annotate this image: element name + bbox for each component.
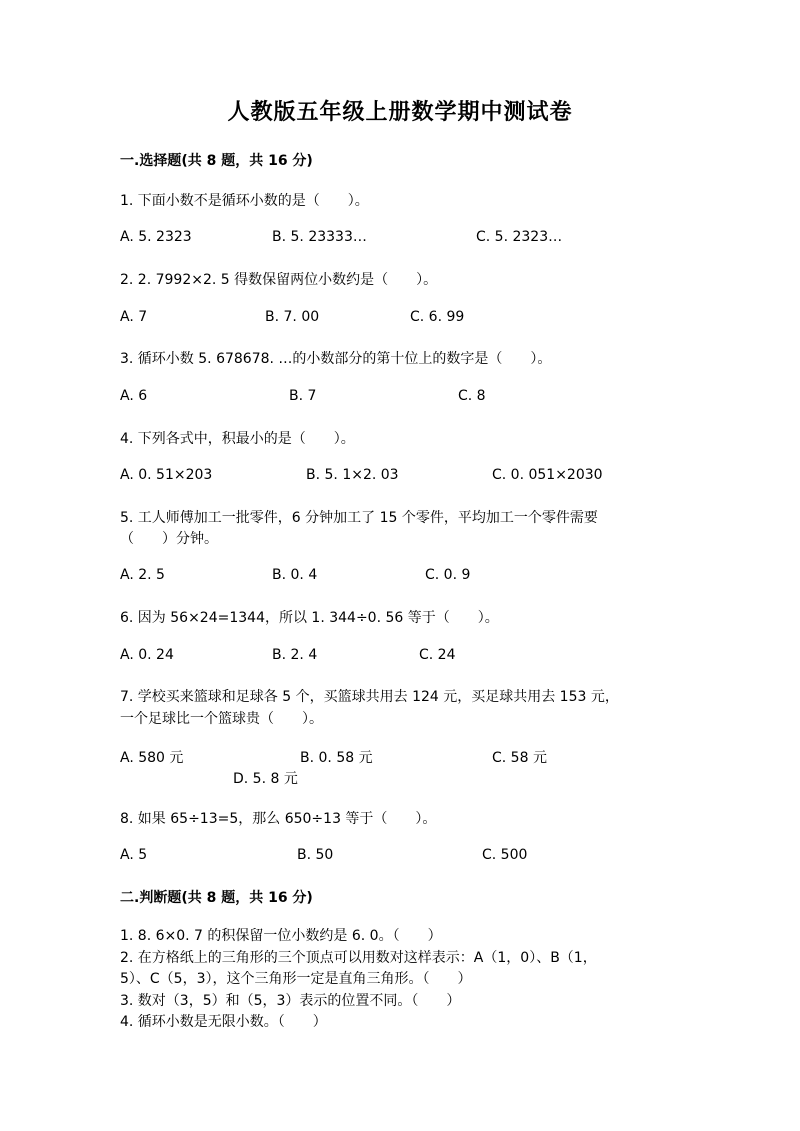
judgment-line-1: 1. 8. 6×0. 7 的积保留一位小数约是 6. 0。（ ） <box>120 928 442 944</box>
question-7-stem-line-1: 7. 学校买来篮球和足球各 5 个，买篮球共用去 124 元，买足球共用去 153 元， <box>120 689 619 705</box>
question-3-option-c: C. 8 <box>458 388 486 404</box>
question-8-stem: 8. 如果 65÷13=5，那么 650÷13 等于（ ）。 <box>120 811 437 827</box>
question-8-option-b: B. 50 <box>297 847 334 863</box>
question-7-option-d: D. 5. 8 元 <box>233 771 298 787</box>
judgment-line-3: 5）、C（5，3），这个三角形一定是直角三角形。（ ） <box>120 971 472 987</box>
question-2-option-c: C. 6. 99 <box>410 309 465 325</box>
question-6-option-c: C. 24 <box>419 647 456 663</box>
question-5-stem-line-1: 5. 工人师傅加工一批零件，6 分钟加工了 15 个零件，平均加工一个零件需要 <box>120 510 598 526</box>
question-8-option-a: A. 5 <box>120 847 148 863</box>
question-5-stem-line-2: （ ）分钟。 <box>120 531 218 547</box>
question-6-stem: 6. 因为 56×24=1344，所以 1. 344÷0. 56 等于（ ）。 <box>120 610 499 626</box>
question-1-option-c: C. 5. 2323… <box>476 229 563 245</box>
question-1-option-b: B. 5. 23333… <box>272 229 367 245</box>
question-2-option-b: B. 7. 00 <box>265 309 320 325</box>
exam-title: 人教版五年级上册数学期中测试卷 <box>227 100 573 125</box>
section-heading-judgment: 二.判断题(共 8 题，共 16 分) <box>120 890 313 906</box>
question-7-option-a: A. 580 元 <box>120 750 184 766</box>
question-4-stem: 4. 下列各式中，积最小的是（ ）。 <box>120 431 355 447</box>
question-2-option-a: A. 7 <box>120 309 148 325</box>
question-3-stem: 3. 循环小数 5. 678678. …的小数部分的第十位上的数字是（ ）。 <box>120 351 552 367</box>
question-6-option-a: A. 0. 24 <box>120 647 174 663</box>
question-7-stem-line-2: 一个足球比一个篮球贵（ ）。 <box>120 711 323 727</box>
question-5-option-a: A. 2. 5 <box>120 567 165 583</box>
section-heading-choice: 一.选择题(共 8 题，共 16 分) <box>120 153 313 169</box>
question-3-option-b: B. 7 <box>289 388 317 404</box>
question-4-option-b: B. 5. 1×2. 03 <box>306 467 399 483</box>
question-1-stem: 1. 下面小数不是循环小数的是（ ）。 <box>120 193 369 209</box>
question-5-option-b: B. 0. 4 <box>272 567 318 583</box>
question-4-option-c: C. 0. 051×2030 <box>492 467 603 483</box>
question-7-option-b: B. 0. 58 元 <box>300 750 373 766</box>
question-2-stem: 2. 2. 7992×2. 5 得数保留两位小数约是（ ）。 <box>120 272 438 288</box>
judgment-line-2: 2. 在方格纸上的三角形的三个顶点可以用数对这样表示：A（1，0）、B（1， <box>120 950 597 966</box>
question-8-option-c: C. 500 <box>482 847 528 863</box>
question-3-option-a: A. 6 <box>120 388 148 404</box>
judgment-line-4: 3. 数对（3，5）和（5，3）表示的位置不同。（ ） <box>120 993 461 1009</box>
question-4-option-a: A. 0. 51×203 <box>120 467 213 483</box>
question-6-option-b: B. 2. 4 <box>272 647 318 663</box>
judgment-line-5: 4. 循环小数是无限小数。（ ） <box>120 1014 327 1030</box>
question-5-option-c: C. 0. 9 <box>425 567 471 583</box>
question-1-option-a: A. 5. 2323 <box>120 229 192 245</box>
question-7-option-c: C. 58 元 <box>492 750 547 766</box>
